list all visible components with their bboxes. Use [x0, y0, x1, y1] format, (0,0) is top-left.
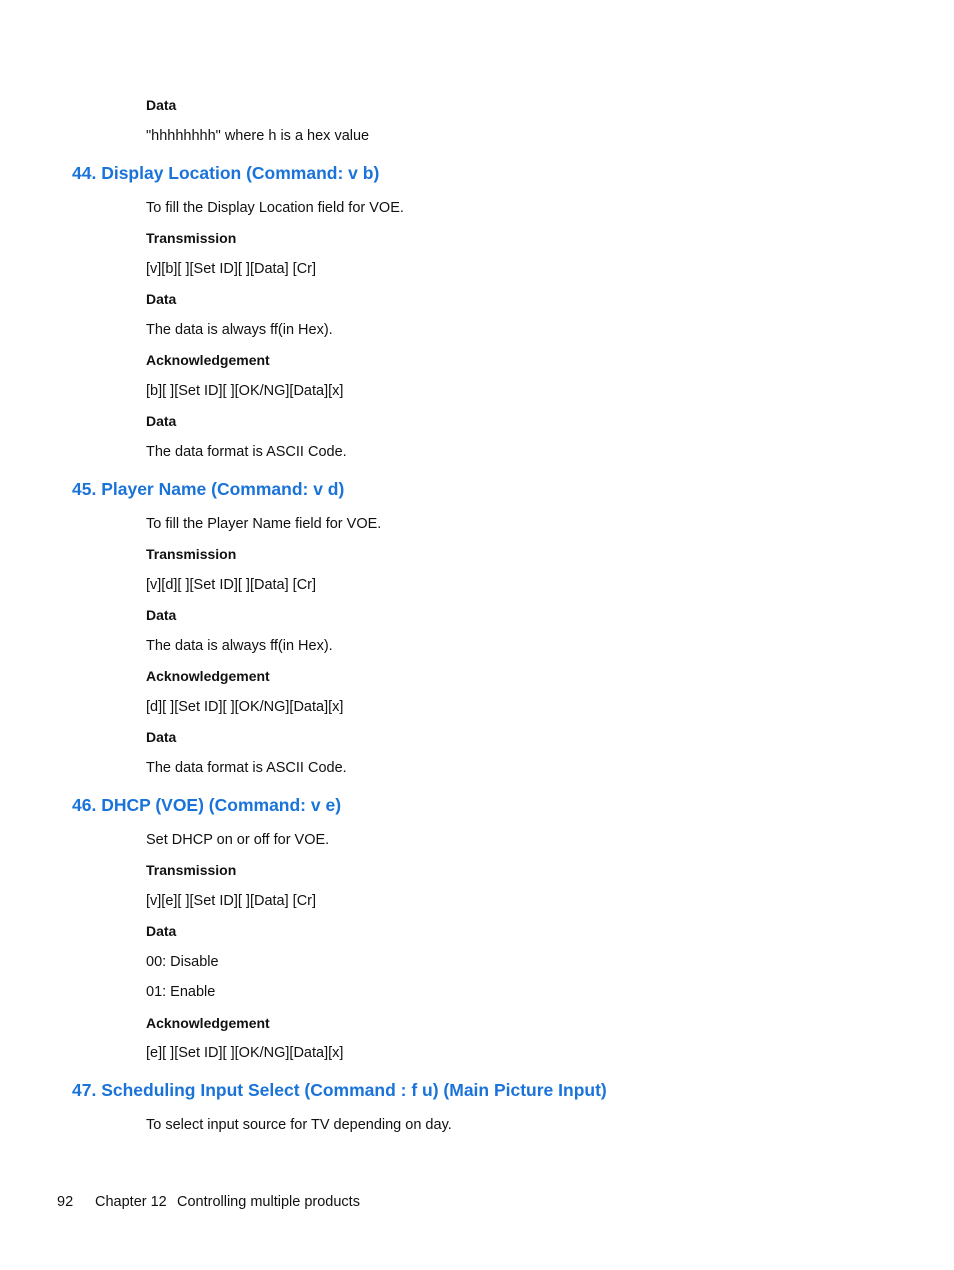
transmission-format: [v][b][ ][Set ID][ ][Data] [Cr]: [146, 261, 317, 277]
transmission-format: [v][d][ ][Set ID][ ][Data] [Cr]: [146, 577, 317, 593]
section-heading-45: 45. Player Name (Command: v d): [72, 479, 345, 499]
data-label: Data: [146, 923, 177, 939]
data-text: The data is always ff(in Hex).: [146, 322, 333, 338]
section-heading-47: 47. Scheduling Input Select (Command : f u) (Main Picture Input): [72, 1080, 607, 1100]
data-text: "hhhhhhhh" where h is a hex value: [146, 128, 370, 144]
acknowledgement-label: Acknowledgement: [146, 352, 270, 368]
transmission-format: [v][e][ ][Set ID][ ][Data] [Cr]: [146, 893, 317, 909]
transmission-label: Transmission: [146, 230, 237, 246]
data-value-disable: 00: Disable: [146, 954, 219, 970]
acknowledgement-label: Acknowledgement: [146, 1015, 270, 1031]
data-label: Data: [146, 291, 177, 307]
acknowledgement-format: [e][ ][Set ID][ ][OK/NG][Data][x]: [146, 1045, 344, 1061]
data-text: The data format is ASCII Code.: [146, 760, 347, 776]
section-description: To fill the Player Name field for VOE.: [146, 516, 382, 532]
transmission-label: Transmission: [146, 862, 237, 878]
section-heading-44: 44. Display Location (Command: v b): [72, 163, 380, 183]
section-description: To fill the Display Location field for VOE.: [146, 200, 404, 216]
chapter-number: Chapter 12: [95, 1194, 167, 1210]
acknowledgement-format: [d][ ][Set ID][ ][OK/NG][Data][x]: [146, 699, 344, 715]
data-text: The data is always ff(in Hex).: [146, 638, 333, 654]
section-description: To select input source for TV depending on day.: [146, 1117, 452, 1133]
chapter-title: Controlling multiple products: [177, 1194, 360, 1210]
page-number: 92: [57, 1194, 74, 1210]
data-value-enable: 01: Enable: [146, 984, 216, 1000]
transmission-label: Transmission: [146, 546, 237, 562]
section-heading-46: 46. DHCP (VOE) (Command: v e): [72, 795, 342, 815]
data-label: Data: [146, 413, 177, 429]
data-label: Data: [146, 607, 177, 623]
section-description: Set DHCP on or off for VOE.: [146, 832, 330, 848]
data-label: Data: [146, 729, 177, 745]
data-label: Data: [146, 97, 177, 113]
data-text: The data format is ASCII Code.: [146, 444, 347, 460]
acknowledgement-label: Acknowledgement: [146, 668, 270, 684]
acknowledgement-format: [b][ ][Set ID][ ][OK/NG][Data][x]: [146, 383, 344, 399]
